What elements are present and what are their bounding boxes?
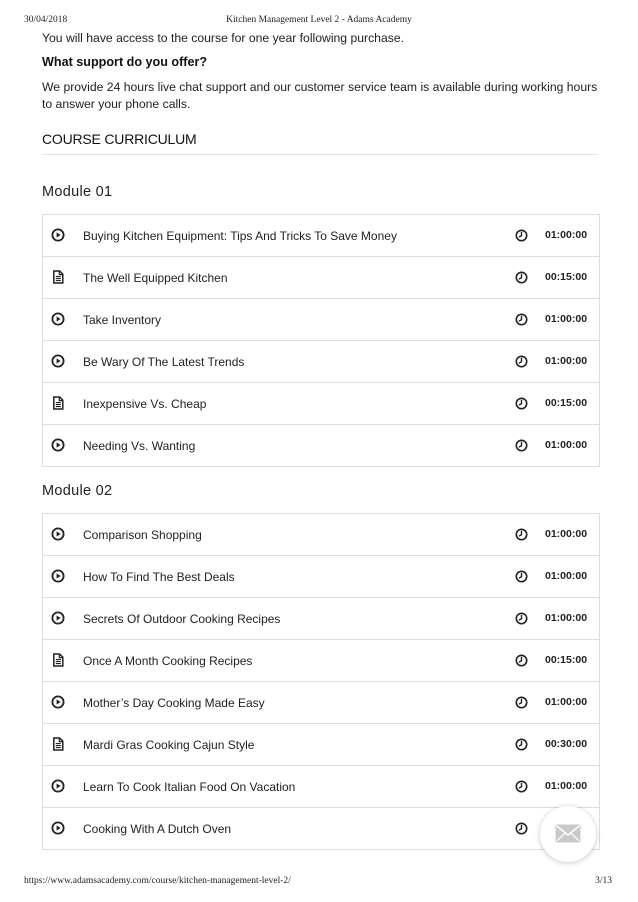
lesson-row[interactable] <box>43 215 599 257</box>
module-title: Module 02 <box>42 483 113 499</box>
lesson-row[interactable] <box>43 724 599 766</box>
lesson-duration: 01:00:00 <box>545 780 588 792</box>
module-lesson-list <box>42 513 600 850</box>
clock-icon <box>515 780 528 793</box>
lesson-row[interactable] <box>43 640 599 682</box>
clock-icon <box>515 528 528 541</box>
lesson-duration: 01:00:00 <box>545 612 588 624</box>
lesson-row[interactable] <box>43 425 599 467</box>
play-circle-icon <box>51 611 65 625</box>
lesson-row[interactable] <box>43 556 599 598</box>
play-circle-icon <box>51 527 65 541</box>
document-icon <box>51 270 65 284</box>
clock-icon <box>515 355 528 368</box>
lesson-title[interactable]: Take Inventory <box>83 313 162 327</box>
lesson-row[interactable] <box>43 598 599 640</box>
lesson-duration: 01:00:00 <box>545 439 588 451</box>
print-date: 30/04/2018 <box>24 15 68 25</box>
curriculum-title: COURSE CURRICULUM <box>42 131 197 147</box>
clock-icon <box>515 439 528 452</box>
print-header <box>24 15 614 29</box>
lesson-row[interactable] <box>43 514 599 556</box>
lesson-title[interactable]: How To Find The Best Deals <box>83 570 235 584</box>
lesson-row[interactable] <box>43 341 599 383</box>
page-number: 3/13 <box>595 876 612 886</box>
lesson-title[interactable]: Needing Vs. Wanting <box>83 439 196 453</box>
clock-icon <box>515 612 528 625</box>
print-title: Kitchen Management Level 2 - Adams Academy <box>226 15 412 25</box>
lesson-row[interactable] <box>43 766 599 808</box>
lesson-row[interactable] <box>43 257 599 299</box>
lesson-title[interactable]: Learn To Cook Italian Food On Vacation <box>83 780 296 794</box>
clock-icon <box>515 822 528 835</box>
lesson-title[interactable]: Inexpensive Vs. Cheap <box>83 397 207 411</box>
play-circle-icon <box>51 695 65 709</box>
support-question: What support do you offer? <box>42 55 208 69</box>
clock-icon <box>515 738 528 751</box>
lesson-title[interactable]: Mother’s Day Cooking Made Easy <box>83 696 265 710</box>
envelope-icon <box>555 824 581 843</box>
access-text: You will have access to the course for one year following purchase. <box>42 31 404 45</box>
clock-icon <box>515 654 528 667</box>
lesson-title[interactable]: Comparison Shopping <box>83 528 202 542</box>
clock-icon <box>515 271 528 284</box>
lesson-title[interactable]: Once A Month Cooking Recipes <box>83 654 253 668</box>
lesson-duration: 00:15:00 <box>545 271 588 283</box>
lesson-title[interactable]: Mardi Gras Cooking Cajun Style <box>83 738 255 752</box>
lesson-title[interactable]: The Well Equipped Kitchen <box>83 271 228 285</box>
lesson-duration: 00:15:00 <box>545 397 588 409</box>
lesson-duration: 01:00:00 <box>545 696 588 708</box>
support-answer: We provide 24 hours live chat support and our customer service team is available during working hours to answer your phone calls. <box>42 80 598 111</box>
lesson-duration: 00:15:00 <box>545 654 588 666</box>
contact-button[interactable] <box>540 806 596 862</box>
page-url: https://www.adamsacademy.com/course/kitchen-management-level-2/ <box>24 876 291 886</box>
lesson-duration: 01:00:00 <box>545 570 588 582</box>
lesson-title[interactable]: Buying Kitchen Equipment: Tips And Tricks To Save Money <box>83 229 397 243</box>
lesson-duration: 00:30:00 <box>545 738 588 750</box>
document-icon <box>51 396 65 410</box>
lesson-duration: 01:00:00 <box>545 355 588 367</box>
curriculum-divider <box>42 154 598 155</box>
play-circle-icon <box>51 354 65 368</box>
document-icon <box>51 737 65 751</box>
play-circle-icon <box>51 438 65 452</box>
lesson-row[interactable] <box>43 682 599 724</box>
lesson-row[interactable] <box>43 808 599 850</box>
document-icon <box>51 653 65 667</box>
clock-icon <box>515 696 528 709</box>
play-circle-icon <box>51 779 65 793</box>
lesson-duration: 01:00:00 <box>545 313 588 325</box>
print-footer <box>24 876 614 890</box>
lesson-title[interactable]: Be Wary Of The Latest Trends <box>83 355 245 369</box>
clock-icon <box>515 229 528 242</box>
clock-icon <box>515 313 528 326</box>
play-circle-icon <box>51 312 65 326</box>
module-title: Module 01 <box>42 184 113 200</box>
play-circle-icon <box>51 821 65 835</box>
clock-icon <box>515 570 528 583</box>
lesson-title[interactable]: Cooking With A Dutch Oven <box>83 822 232 836</box>
lesson-row[interactable] <box>43 383 599 425</box>
lesson-duration: 01:00:00 <box>545 528 588 540</box>
lesson-row[interactable] <box>43 299 599 341</box>
lesson-title[interactable]: Secrets Of Outdoor Cooking Recipes <box>83 612 281 626</box>
play-circle-icon <box>51 228 65 242</box>
clock-icon <box>515 397 528 410</box>
play-circle-icon <box>51 569 65 583</box>
lesson-duration: 01:00:00 <box>545 229 588 241</box>
module-lesson-list <box>42 214 600 467</box>
